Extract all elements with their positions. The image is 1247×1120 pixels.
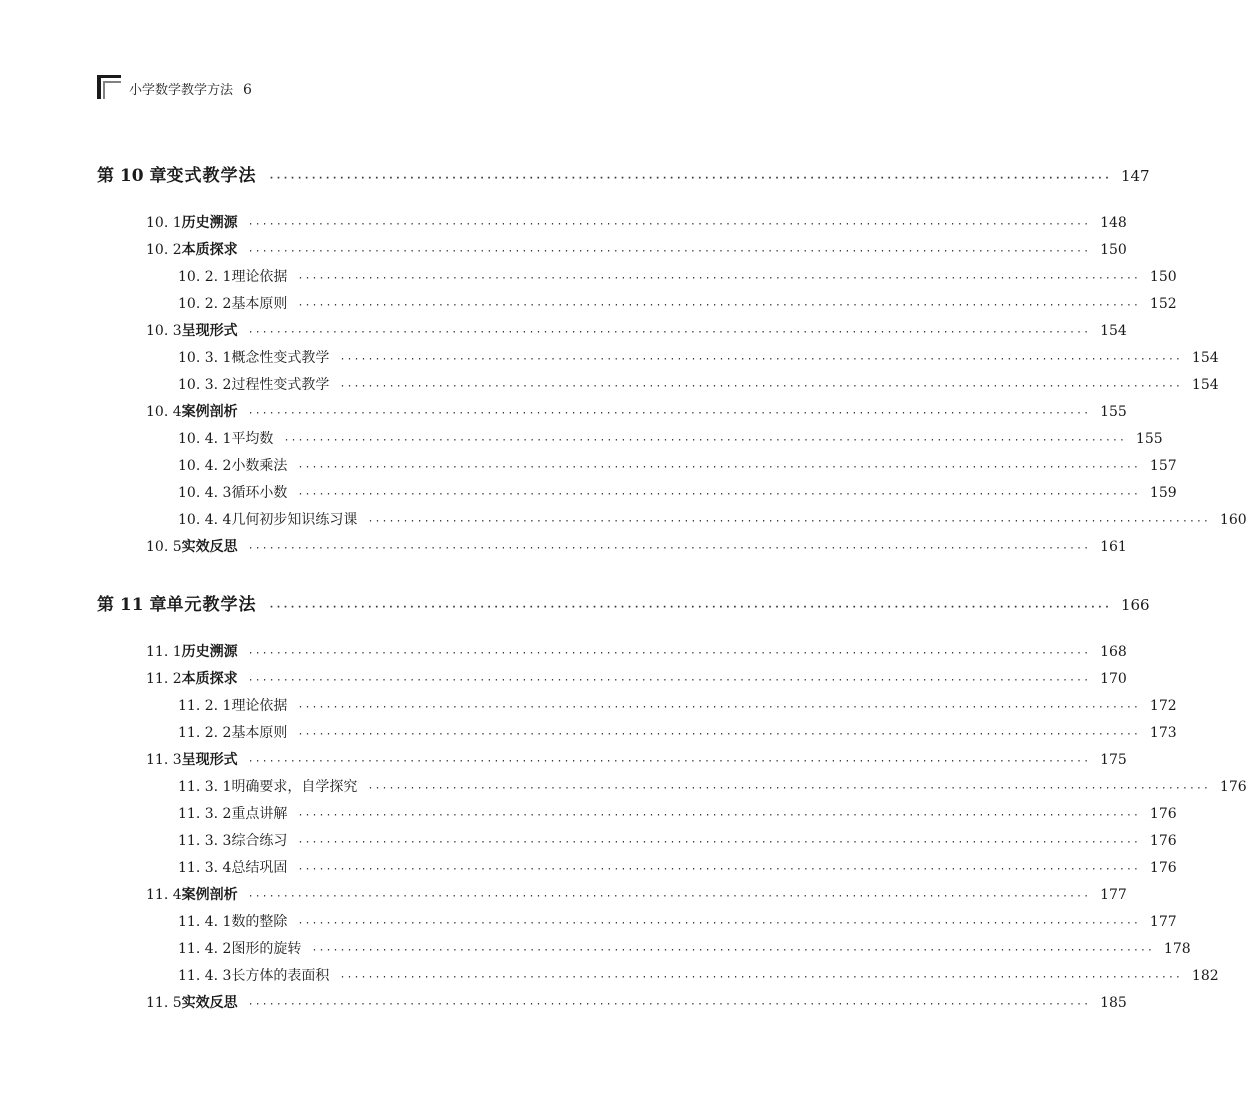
toc-entry-number: 10. 2 <box>146 242 182 258</box>
toc-entry-title: 理论依据 <box>231 269 288 285</box>
toc-entry-number: 10. 4. 4 <box>178 512 232 528</box>
toc-page-number: 178 <box>1163 941 1191 957</box>
toc-entry-number: 11. 3. 2 <box>178 806 232 822</box>
toc-page-number: 154 <box>1191 377 1219 393</box>
toc-leader-dots: ························································································································ <box>297 273 1140 284</box>
toc-entry-number: 11. 1 <box>146 644 182 660</box>
toc-leader-dots: ························································································································ <box>247 327 1091 338</box>
toc-section-entry[interactable] <box>146 749 1127 769</box>
toc-page-number: 157 <box>1149 458 1177 474</box>
book-title: 小学数学教学方法 6 <box>129 82 252 98</box>
toc-subsection-entry[interactable] <box>178 965 1219 985</box>
toc-page-number: 152 <box>1149 296 1177 312</box>
toc-subsection-entry[interactable] <box>178 482 1177 502</box>
toc-entry-number: 第 10 章 <box>97 166 167 186</box>
toc-page-number: 155 <box>1100 404 1127 420</box>
toc-entry-number: 10. 4. 1 <box>178 431 232 447</box>
toc-entry-number: 第 11 章 <box>97 595 167 615</box>
toc-leader-dots: ························································································································ <box>297 300 1140 311</box>
toc-section-entry[interactable] <box>146 401 1127 421</box>
toc-section-entry[interactable] <box>146 320 1127 340</box>
toc-leader-dots: ························································································································ <box>311 945 1154 956</box>
toc-subsection-entry[interactable] <box>178 293 1177 313</box>
toc-entry-title: 历史溯源 <box>181 644 238 660</box>
toc-page-number: 176 <box>1219 779 1247 795</box>
toc-leader-dots: ························································································································ <box>297 864 1140 875</box>
toc-leader-dots: ························································································································ <box>297 918 1140 929</box>
toc-leader-dots: ························································································································ <box>297 702 1140 713</box>
toc-entry-title: 案例剖析 <box>181 404 238 420</box>
toc-entry-title: 过程性变式教学 <box>231 377 330 393</box>
toc-entry-number: 11. 2. 1 <box>178 698 232 714</box>
toc-page-number: 185 <box>1100 995 1127 1011</box>
toc-page-number: 176 <box>1149 833 1177 849</box>
toc-entry-number: 10. 2. 2 <box>178 296 232 312</box>
toc-subsection-entry[interactable] <box>178 803 1177 823</box>
toc-page-number: 159 <box>1149 485 1177 501</box>
toc-page-number: 173 <box>1149 725 1177 741</box>
toc-entry-title: 图形的旋转 <box>231 941 302 957</box>
toc-page-number: 177 <box>1100 887 1127 903</box>
toc-subsection-entry[interactable] <box>178 428 1163 448</box>
toc-leader-dots: ························································································································ <box>247 999 1091 1010</box>
toc-section-entry[interactable] <box>146 884 1127 904</box>
toc-entry-title: 呈现形式 <box>181 323 238 339</box>
toc-leader-dots: ························································································································ <box>247 543 1091 554</box>
toc-page-number: 175 <box>1100 752 1127 768</box>
toc-leader-dots: ························································································································ <box>297 462 1140 473</box>
toc-leader-dots: ························································································································ <box>247 675 1091 686</box>
toc-entry-title: 明确要求，自学探究 <box>231 779 358 795</box>
toc-page-number: 166 <box>1120 596 1150 614</box>
toc-entry-number: 10. 3 <box>146 323 182 339</box>
toc-entry-title: 历史溯源 <box>181 215 238 231</box>
toc-section-entry[interactable] <box>146 212 1127 232</box>
toc-page-number: 147 <box>1120 167 1150 185</box>
toc-entry-title: 数的整除 <box>231 914 288 930</box>
toc-entry-number: 11. 4. 1 <box>178 914 232 930</box>
toc-entry-title: 总结巩固 <box>231 860 288 876</box>
toc-subsection-entry[interactable] <box>178 509 1247 529</box>
toc-page-number: 172 <box>1149 698 1177 714</box>
toc-leader-dots: ························································································································ <box>268 173 1111 184</box>
toc-entry-number: 10. 1 <box>146 215 182 231</box>
toc-entry-number: 11. 4 <box>146 887 182 903</box>
toc-entry-title: 平均数 <box>231 431 274 447</box>
toc-subsection-entry[interactable] <box>178 374 1219 394</box>
toc-page-number: 148 <box>1100 215 1127 231</box>
toc-page-number: 160 <box>1219 512 1247 528</box>
toc-page-number: 150 <box>1149 269 1177 285</box>
toc-entry-title: 呈现形式 <box>181 752 238 768</box>
toc-page-number: 176 <box>1149 806 1177 822</box>
toc-leader-dots: ························································································································ <box>297 810 1140 821</box>
toc-leader-dots: ························································································································ <box>367 516 1210 527</box>
toc-section-entry[interactable] <box>146 668 1127 688</box>
toc-section-entry[interactable] <box>146 641 1127 661</box>
toc-leader-dots: ························································································································ <box>339 354 1182 365</box>
toc-leader-dots: ························································································································ <box>283 435 1126 446</box>
toc-leader-dots: ························································································································ <box>297 729 1140 740</box>
toc-page-number: 154 <box>1100 323 1127 339</box>
toc-leader-dots: ························································································································ <box>247 648 1091 659</box>
toc-leader-dots: ························································································································ <box>268 602 1111 613</box>
toc-page-number: 154 <box>1191 350 1219 366</box>
toc-subsection-entry[interactable] <box>178 347 1219 367</box>
toc-entry-title: 变式教学法 <box>166 166 257 186</box>
toc-entry-title: 本质探求 <box>181 671 238 687</box>
toc-entry-title: 实效反思 <box>181 995 238 1011</box>
toc-section-entry[interactable] <box>146 992 1127 1012</box>
toc-chapter-entry[interactable] <box>97 161 1150 186</box>
toc-entry-title: 实效反思 <box>181 539 238 555</box>
toc-subsection-entry[interactable] <box>178 830 1177 850</box>
toc-entry-title: 单元教学法 <box>166 595 257 615</box>
toc-leader-dots: ························································································································ <box>247 756 1091 767</box>
toc-entry-number: 11. 4. 2 <box>178 941 232 957</box>
toc-entry-title: 综合练习 <box>231 833 288 849</box>
toc-entry-number: 11. 4. 3 <box>178 968 232 984</box>
toc-subsection-entry[interactable] <box>178 938 1191 958</box>
toc-entry-title: 长方体的表面积 <box>231 968 330 984</box>
toc-page-number: 168 <box>1100 644 1127 660</box>
toc-entry-number: 11. 2. 2 <box>178 725 232 741</box>
toc-subsection-entry[interactable] <box>178 722 1177 742</box>
toc-page-number: 176 <box>1149 860 1177 876</box>
toc-page-number: 161 <box>1100 539 1127 555</box>
toc-entry-number: 10. 3. 2 <box>178 377 232 393</box>
toc-subsection-entry[interactable] <box>178 695 1177 715</box>
toc-entry-number: 11. 3. 4 <box>178 860 232 876</box>
toc-entry-number: 11. 5 <box>146 995 182 1011</box>
toc-entry-title: 循环小数 <box>231 485 288 501</box>
toc-leader-dots: ························································································································ <box>247 408 1091 419</box>
toc-section-entry[interactable] <box>146 239 1127 259</box>
toc-subsection-entry[interactable] <box>178 911 1177 931</box>
toc-entry-number: 10. 4. 2 <box>178 458 232 474</box>
toc-entry-number: 10. 5 <box>146 539 182 555</box>
toc-page-number: 170 <box>1100 671 1127 687</box>
toc-entry-number: 10. 4. 3 <box>178 485 232 501</box>
toc-entry-title: 基本原则 <box>231 296 288 312</box>
toc-entry-title: 本质探求 <box>181 242 238 258</box>
toc-page-number: 182 <box>1191 968 1219 984</box>
toc-entry-title: 理论依据 <box>231 698 288 714</box>
toc-subsection-entry[interactable] <box>178 266 1177 286</box>
toc-leader-dots: ························································································································ <box>297 837 1140 848</box>
toc-subsection-entry[interactable] <box>178 776 1247 796</box>
toc-page-number: 177 <box>1149 914 1177 930</box>
toc-entry-number: 11. 3 <box>146 752 182 768</box>
toc-chapter-entry[interactable] <box>97 590 1150 615</box>
toc-entry-title: 小数乘法 <box>231 458 288 474</box>
toc-entry-number: 10. 4 <box>146 404 182 420</box>
toc-entry-title: 几何初步知识练习课 <box>231 512 358 528</box>
toc-entry-number: 11. 3. 1 <box>178 779 232 795</box>
toc-leader-dots: ························································································································ <box>339 381 1182 392</box>
toc-leader-dots: ························································································································ <box>247 246 1091 257</box>
page-number: 6 <box>243 82 252 98</box>
toc-entry-number: 10. 3. 1 <box>178 350 232 366</box>
toc-leader-dots: ························································································································ <box>247 891 1091 902</box>
toc-entry-title: 概念性变式教学 <box>231 350 330 366</box>
toc-leader-dots: ························································································································ <box>297 489 1140 500</box>
toc-leader-dots: ························································································································ <box>339 972 1182 983</box>
toc-page-number: 150 <box>1100 242 1127 258</box>
toc-entry-number: 11. 2 <box>146 671 182 687</box>
toc-entry-title: 案例剖析 <box>181 887 238 903</box>
toc-entry-title: 重点讲解 <box>231 806 288 822</box>
toc-entry-title: 基本原则 <box>231 725 288 741</box>
toc-entry-number: 10. 2. 1 <box>178 269 232 285</box>
toc-subsection-entry[interactable] <box>178 857 1177 877</box>
toc-entry-number: 11. 3. 3 <box>178 833 232 849</box>
toc-page-number: 155 <box>1135 431 1163 447</box>
toc-leader-dots: ························································································································ <box>367 783 1210 794</box>
toc-leader-dots: ························································································································ <box>247 219 1091 230</box>
toc-subsection-entry[interactable] <box>178 455 1177 475</box>
toc-section-entry[interactable] <box>146 536 1127 556</box>
